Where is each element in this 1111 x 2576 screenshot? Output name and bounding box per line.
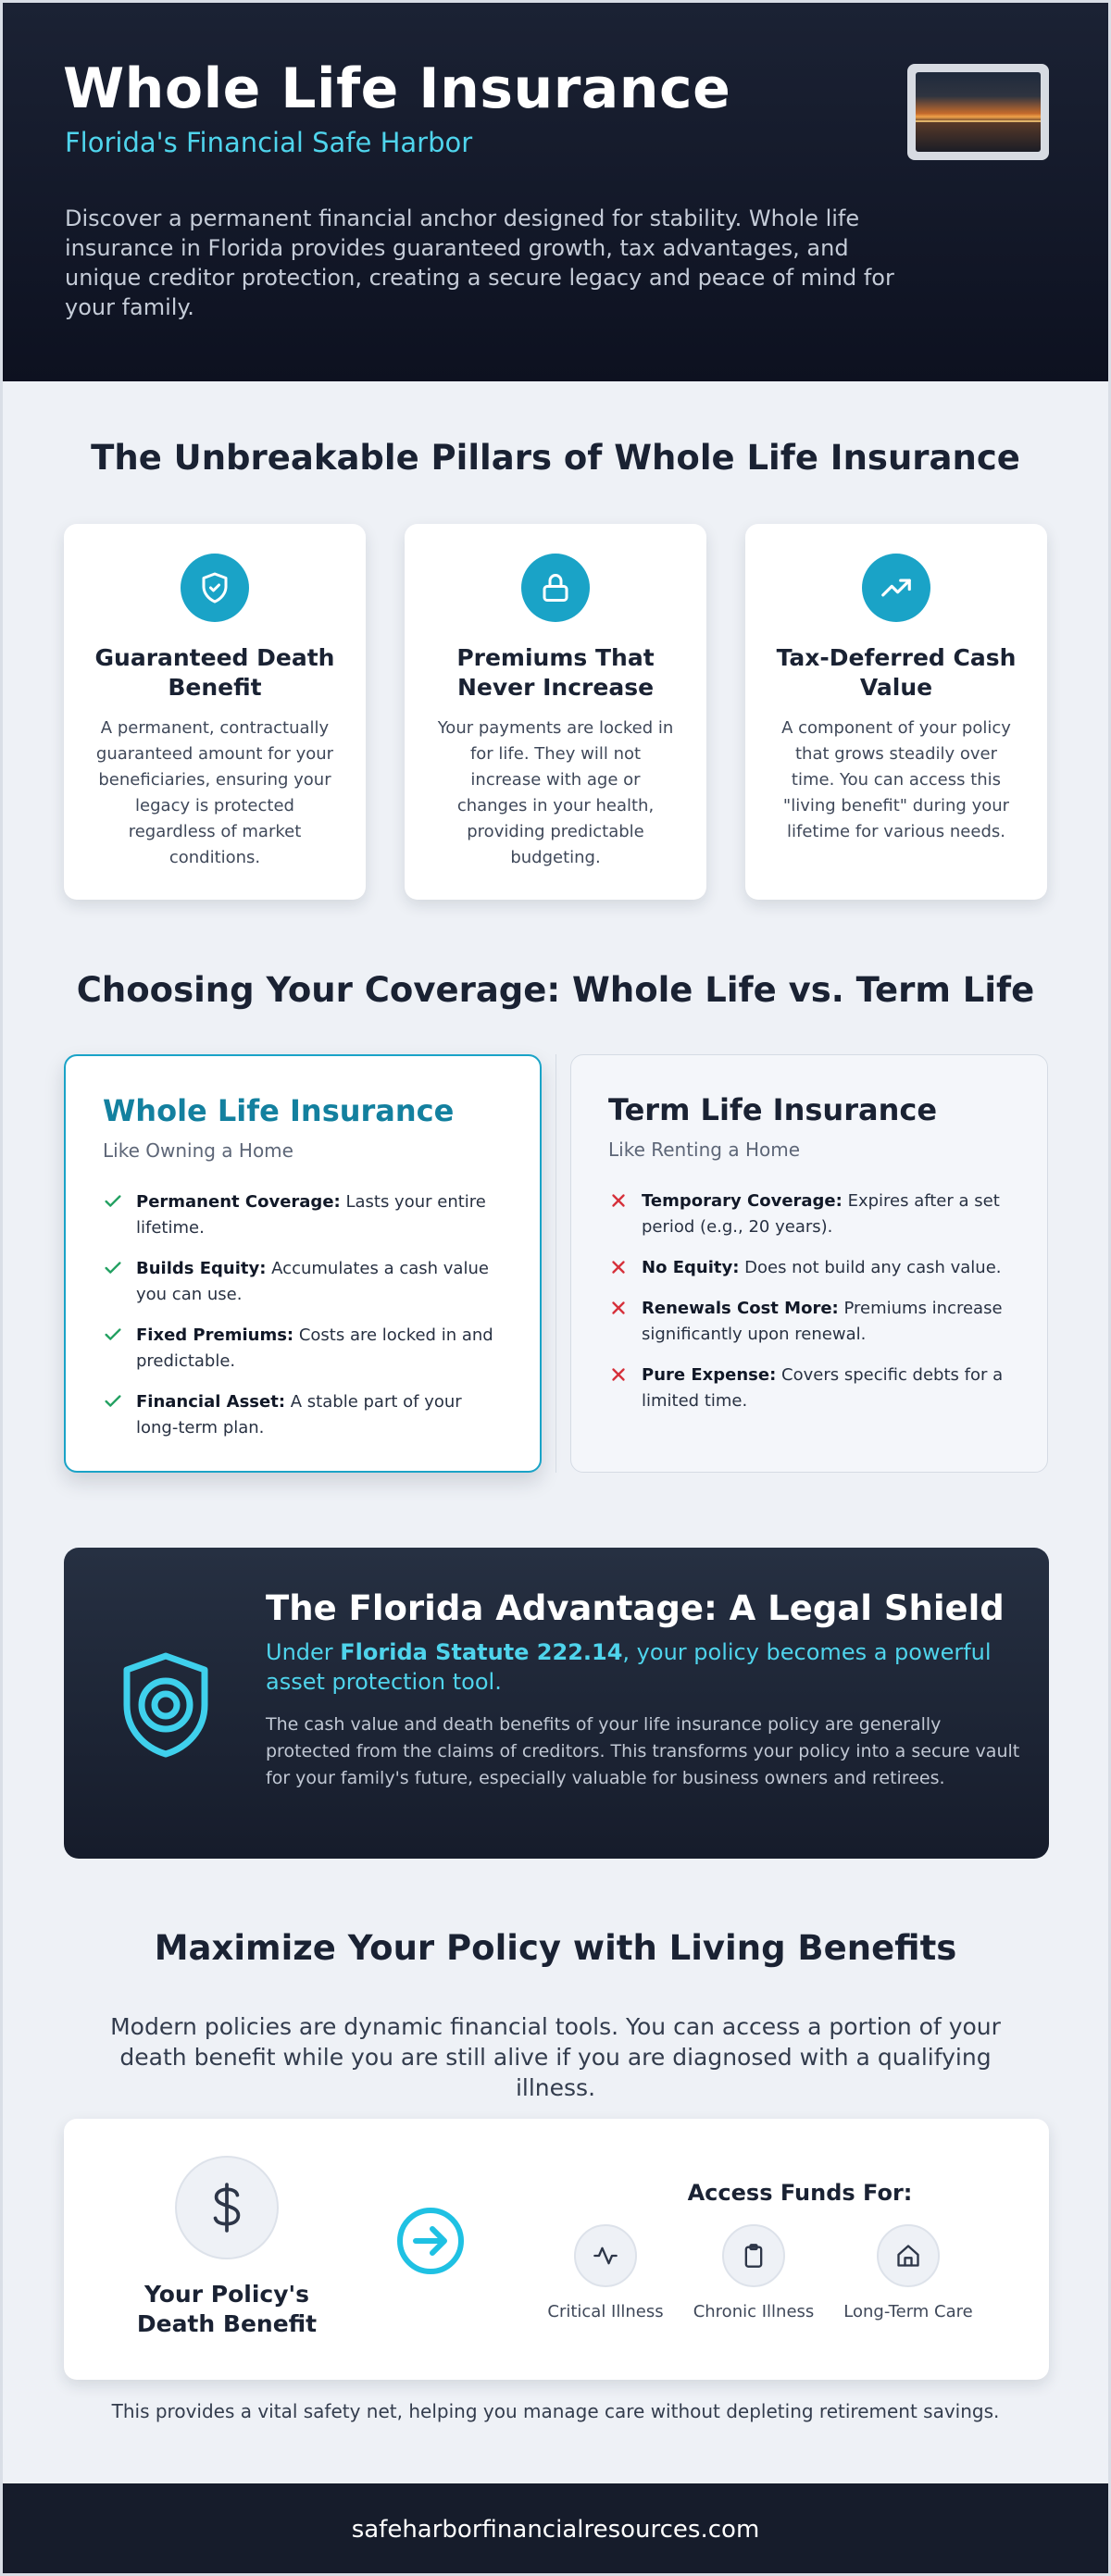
clipboard-icon: [722, 2224, 785, 2287]
term-life-title: Term Life Insurance: [608, 1092, 938, 1127]
fund-label: Chronic Illness: [693, 2302, 815, 2321]
pillar-title: Tax-Deferred Cash Value: [776, 644, 1017, 701]
list-item: [103, 1189, 503, 1241]
florida-title: The Florida Advantage: A Legal Shield: [266, 1588, 1005, 1628]
living-benefits-intro: Modern policies are dynamic financial tools. You can access a portion of your death benefit while you are still alive if you are diagnosed with a qualifying illness.: [110, 2013, 1001, 2101]
item-label: Temporary Coverage:: [642, 1191, 843, 1211]
item-text: Expires after a set period (e.g., 20 years).: [642, 1191, 1000, 1237]
cross-icon: [608, 1190, 629, 1211]
cross-icon: [608, 1364, 629, 1385]
item-text: Covers specific debts for a limited time.: [642, 1365, 1004, 1411]
pillar-text: A permanent, contractually guaranteed amount for your beneficiaries, ensuring your legacy is protected regardless of market conditions.: [95, 718, 334, 867]
footer: [3, 2483, 1108, 2576]
item-text: Premiums increase significantly upon renewal.: [642, 1299, 1003, 1344]
pillar-card-death-benefit: [64, 524, 366, 900]
fund-chronic-illness: [675, 2224, 832, 2321]
lock-icon: [521, 554, 590, 622]
list-item: [608, 1255, 1010, 1281]
list-item: [103, 1323, 503, 1375]
list-item: [103, 1256, 503, 1308]
cross-icon: [608, 1257, 629, 1277]
whole-life-title: Whole Life Insurance: [103, 1093, 455, 1128]
fund-label: Long-Term Care: [843, 2302, 973, 2321]
term-life-subtitle: Like Renting a Home: [608, 1139, 801, 1161]
item-text: A stable part of your long-term plan.: [136, 1392, 462, 1437]
pillars-heading: The Unbreakable Pillars of Whole Life Insurance: [91, 438, 1020, 478]
fund-critical-illness: [527, 2224, 684, 2321]
living-benefits-note: This provides a vital safety net, helping you manage care without depleting retirement savings.: [111, 2400, 1000, 2422]
whole-life-list: [103, 1189, 503, 1441]
sunset-harbor-image: [907, 64, 1049, 160]
pillar-title: Guaranteed Death Benefit: [94, 644, 335, 701]
shield-check-icon: [181, 554, 249, 622]
item-label: Permanent Coverage:: [136, 1192, 341, 1212]
florida-lead: Under Florida Statute 222.14, your policy becomes a powerful asset protection tool.: [266, 1639, 992, 1695]
list-item: [608, 1363, 1010, 1414]
pillar-text: Your payments are locked in for life. They will not increase with age or changes in your health, providing predictable budgeting.: [437, 718, 674, 867]
florida-advantage-panel: [64, 1548, 1049, 1859]
cross-icon: [608, 1298, 629, 1318]
item-text: Lasts your entire lifetime.: [136, 1192, 486, 1238]
list-item: [608, 1188, 1010, 1240]
pillar-card-cash-value: [745, 524, 1047, 900]
hero-description: Discover a permanent financial anchor designed for stability. Whole life insurance in Florida provides guaranteed growth, tax advantages, and unique creditor protection, creating a secure legacy and peace of mind for your family.: [65, 205, 894, 320]
hero-banner: [3, 3, 1108, 381]
trending-up-icon: [862, 554, 930, 622]
activity-icon: [574, 2224, 637, 2287]
item-label: Renewals Cost More:: [642, 1299, 839, 1318]
pillar-card-premiums: [405, 524, 706, 900]
whole-life-card: [64, 1054, 542, 1473]
check-icon: [103, 1391, 123, 1412]
statute-reference: Florida Statute 222.14: [340, 1639, 623, 1665]
pillar-title: Premiums That Never Increase: [456, 644, 655, 701]
page-subtitle: Florida's Financial Safe Harbor: [65, 127, 473, 158]
comparison-heading: Choosing Your Coverage: Whole Life vs. Term Life: [76, 970, 1035, 1010]
death-benefit-label: Your Policy's Death Benefit: [136, 2281, 318, 2337]
item-label: Pure Expense:: [642, 1365, 777, 1385]
arrow-right-circle-icon: [395, 2206, 466, 2276]
item-text: Accumulates a cash value you can use.: [136, 1259, 489, 1304]
access-funds-title: Access Funds For:: [687, 2180, 913, 2206]
item-label: Builds Equity:: [136, 1259, 267, 1278]
living-benefits-heading: Maximize Your Policy with Living Benefits: [154, 1928, 957, 1968]
home-icon: [877, 2224, 940, 2287]
term-life-card: [570, 1054, 1048, 1473]
check-icon: [103, 1258, 123, 1278]
term-life-list: [608, 1188, 1010, 1414]
pillar-text: A component of your policy that grows steadily over time. You can access this "living benefit" during your lifetime for various needs.: [781, 718, 1011, 841]
item-text: Costs are locked in and predictable.: [136, 1325, 493, 1371]
florida-body: The cash value and death benefits of your life insurance policy are generally protected from the claims of creditors. This transforms your policy into a secure vault for your family's future, especially valuable for business owners and retirees.: [266, 1714, 1020, 1788]
living-benefits-card: [64, 2119, 1049, 2380]
check-icon: [103, 1191, 123, 1212]
fund-long-term-care: [830, 2224, 987, 2321]
item-label: Fixed Premiums:: [136, 1325, 294, 1345]
dollar-icon: [175, 2156, 279, 2259]
list-item: [103, 1389, 503, 1441]
whole-life-subtitle: Like Owning a Home: [103, 1139, 293, 1162]
footer-site-link[interactable]: safeharborfinancialresources.com: [351, 2516, 760, 2544]
shield-icon: [119, 1651, 212, 1759]
check-icon: [103, 1325, 123, 1345]
item-label: Financial Asset:: [136, 1392, 286, 1412]
list-item: [608, 1296, 1010, 1348]
item-label: No Equity:: [642, 1258, 740, 1277]
item-text: Does not build any cash value.: [739, 1258, 1002, 1277]
page-title: Whole Life Insurance: [63, 56, 731, 121]
fund-label: Critical Illness: [547, 2302, 664, 2321]
